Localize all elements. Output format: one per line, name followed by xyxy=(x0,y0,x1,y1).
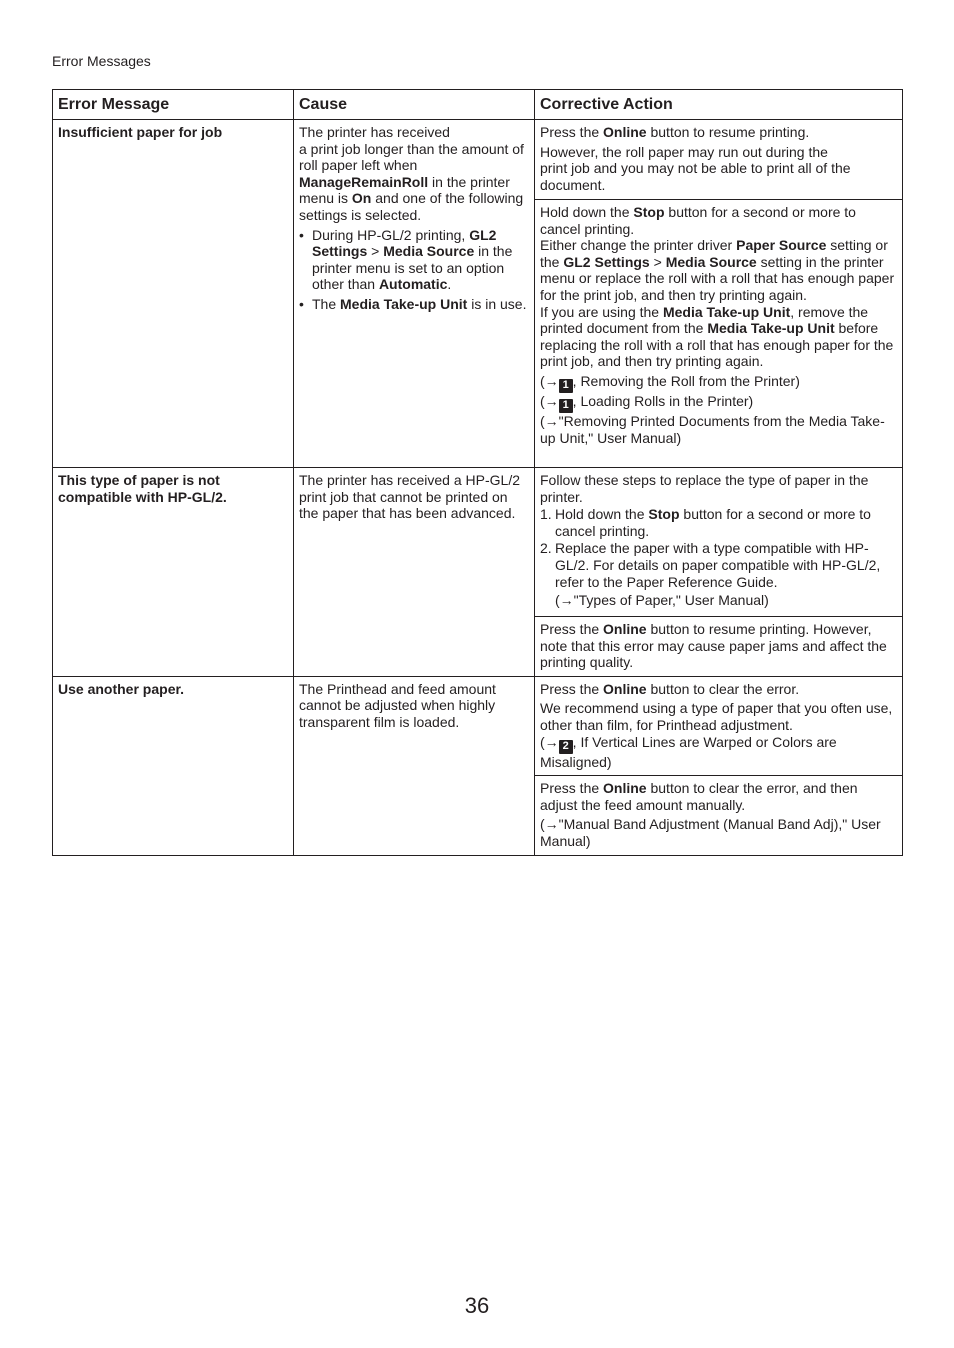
table-header-row xyxy=(53,90,903,120)
table-row xyxy=(53,468,903,617)
column-header-error-message: Error Message xyxy=(53,90,294,120)
corrective-action-cell xyxy=(535,200,903,468)
action-paragraph: Either change the printer driver Paper Source setting or the GL2 Settings > Media Source setting in the printer menu or replace the roll with a roll that has enough paper for the print job, and then try printing again. xyxy=(540,237,895,303)
cause-cell: The Printhead and feed amount cannot be adjusted when highly transparent film is loaded. xyxy=(294,676,535,855)
error-message-cell: This type of paper is not compatible with HP-GL/2. xyxy=(53,468,294,677)
action-paragraph: We recommend using a type of paper that you often use, other than film, for Printhead adjustment. xyxy=(540,700,893,733)
column-header-corrective-action: Corrective Action xyxy=(535,90,903,120)
error-message-cell: Insufficient paper for job xyxy=(53,120,294,468)
cross-reference: (→"Types of Paper," User Manual) xyxy=(555,592,769,609)
action-paragraph: If you are using the Media Take-up Unit, remove the printed document from the Media Take-up Unit before replacing the roll with a roll that has enough paper for the print job, and then try printing again. xyxy=(540,303,894,370)
action-paragraph: Press the Online button to clear the error, and then adjust the feed amount manually. xyxy=(540,780,858,813)
volume-badge-icon: 1 xyxy=(559,379,573,393)
error-messages-table xyxy=(52,89,903,856)
action-paragraph: However, the roll paper may run out during the print job and you may not be able to print all of the document. xyxy=(540,143,851,193)
corrective-action-cell xyxy=(535,617,903,677)
cause-text: The printer has received a print job longer than the amount of roll paper left when ManageRemainRoll in the printer menu is On and one of the following settings is selected. xyxy=(299,124,524,223)
corrective-action-cell xyxy=(535,776,903,855)
action-paragraph: Press the Online button to resume printing. However, note that this error may cause paper jams and affect the printing quality. xyxy=(540,621,887,671)
volume-badge-icon: 2 xyxy=(559,740,573,754)
cause-cell xyxy=(294,120,535,468)
bullet-icon: • xyxy=(299,295,304,312)
table-row xyxy=(53,676,903,775)
action-paragraph: Press the Online button to resume printing. xyxy=(540,124,810,140)
cross-reference: (→"Removing Printed Documents from the Media Take-up Unit," User Manual) xyxy=(540,412,885,446)
action-paragraph: Hold down the Stop button for a second or more to cancel printing. xyxy=(540,204,856,237)
volume-badge-icon: 1 xyxy=(559,399,573,413)
table-row xyxy=(53,120,903,200)
cross-reference: (→"Manual Band Adjustment (Manual Band Adj)," User Manual) xyxy=(540,816,881,849)
cause-bullet-item: • The Media Take-up Unit is in use. xyxy=(299,295,527,312)
running-head: Error Messages xyxy=(52,53,151,69)
action-paragraph: Follow these steps to replace the type of paper in the printer. xyxy=(540,472,869,505)
page-number: 36 xyxy=(464,1293,490,1318)
cause-cell: The printer has received a HP-GL/2 print job that cannot be printed on the paper that has been advanced. xyxy=(294,468,535,677)
cause-bullet-item: • During HP-GL/2 printing, GL2 Settings > Media Source in the printer menu is set to an option other than Automatic. xyxy=(299,226,513,293)
cross-reference: (→ 1 , Removing the Roll from the Printer) xyxy=(540,372,800,391)
column-header-cause: Cause xyxy=(294,90,535,120)
corrective-action-cell xyxy=(535,468,903,617)
cross-reference: (→ 2 , If Vertical Lines are Warped or Colors are Misaligned) xyxy=(540,733,837,770)
numbered-step: 1. Hold down the Stop button for a second or more to cancel printing. xyxy=(540,506,871,539)
bullet-icon: • xyxy=(299,226,304,243)
corrective-action-cell xyxy=(535,676,903,775)
corrective-action-cell xyxy=(535,120,903,200)
numbered-step: 2. Replace the paper with a type compatible with HP-GL/2. For details on paper compatible with HP-GL/2, refer to the Paper Reference Guide. (→"Types of Paper," User Manual) xyxy=(540,540,897,608)
action-paragraph: Press the Online button to clear the error. xyxy=(540,680,800,697)
error-message-cell: Use another paper. xyxy=(53,676,294,855)
cross-reference: (→ 1 , Loading Rolls in the Printer) xyxy=(540,392,754,411)
